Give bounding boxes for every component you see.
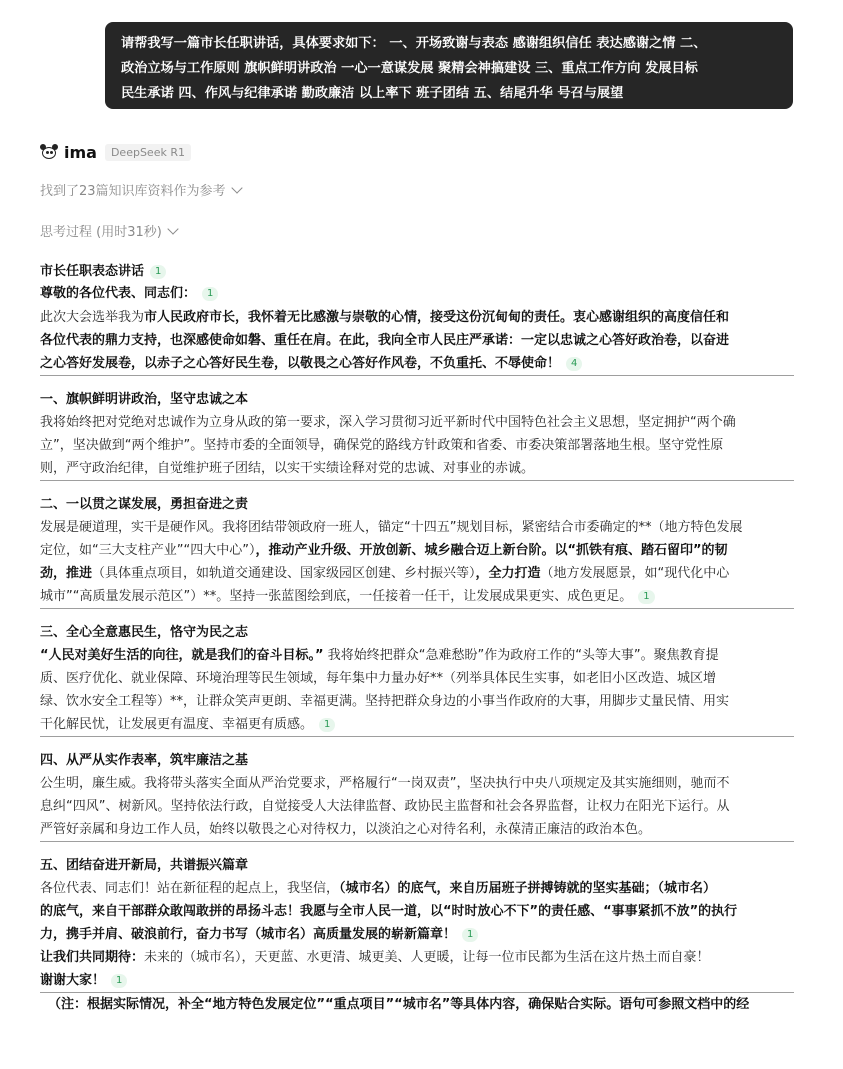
assistant-name: ima xyxy=(64,142,97,162)
answer-body xyxy=(40,260,794,1016)
section-title: 二、一以贯之谋发展，勇担奋进之责 xyxy=(40,497,249,512)
paragraph-line: 城市”“高质量发展示范区”）**。坚持一张蓝图绘到底，一任接着一任干，让发展成果更实、成色更足。 1 xyxy=(40,585,794,608)
section-title: 三、全心全意惠民生，恪守为民之志 xyxy=(40,625,249,640)
prompt-line: 政治立场与工作原则 旗帜鲜明讲政治 一心一意谋发展 聚精会神搞建设 三、重点工作方向 发展目标 xyxy=(121,61,698,76)
citation-badge[interactable]: 1 xyxy=(638,590,654,604)
note-line: （注：根据实际情况，补全“地方特色发展定位”“重点项目”“城市名”等具体内容，确保贴合实际。语句可参照文档中的经 xyxy=(48,997,750,1012)
paragraph-line: 则，严守政治纪律，自觉维护班子团结，以实干实绩诠释对党的忠诚、对事业的赤诚。 xyxy=(40,461,535,476)
references-label: 找到了23篇知识库资料作为参考 xyxy=(40,184,226,199)
paragraph-line: 息纠“四风”、树新风。坚持依法行政，自觉接受人大法律监督、政协民主监督和社会各界监督，让权力在阳光下运行。从 xyxy=(40,799,730,814)
paragraph-line: 劲，推进（具体重点项目，如轨道交通建设、国家级园区创建、乡村振兴等），全力打造（地方发展愿景，如“现代化中心 xyxy=(40,566,730,581)
assistant-header xyxy=(40,141,191,163)
section-title: 四、从严从实作表率，筑牢廉洁之基 xyxy=(40,753,249,768)
citation-badge[interactable]: 1 xyxy=(111,974,127,988)
citation-badge[interactable]: 4 xyxy=(566,357,582,371)
section-title: 五、团结奋进开新局，共谱振兴篇章 xyxy=(40,858,249,873)
paragraph-line: 此次大会选举我为市人民政府市长，我怀着无比感激与崇敬的心情，接受这份沉甸甸的责任。衷心感谢组织的高度信任和 xyxy=(40,310,730,325)
model-badge: DeepSeek R1 xyxy=(105,144,191,161)
prompt-line: 请帮我写一篇市长任职讲话，具体要求如下： 一、开场致谢与表态 感谢组织信任 表达感谢之情 二、 xyxy=(121,36,707,51)
references-toggle[interactable] xyxy=(40,180,241,199)
paragraph-line: 绿、饮水安全工程等）**，让群众笑声更朗、幸福更满。坚持把群众身边的小事当作政府的大事，用脚步丈量民情、用实 xyxy=(40,694,730,709)
prompt-line: 民生承诺 四、作风与纪律承诺 勤政廉洁 以上率下 班子团结 五、结尾升华 号召与展望 xyxy=(121,86,624,101)
citation-badge[interactable]: 1 xyxy=(150,265,166,279)
panda-icon xyxy=(40,144,58,160)
paragraph-line: 发展是硬道理，实干是硬作风。我将团结带领政府一班人，锚定“十四五”规划目标，紧密结合市委确定的**（地方特色发展 xyxy=(40,520,743,535)
paragraph-line: 之心答好发展卷，以赤子之心答好民生卷，以敬畏之心答好作风卷，不负重托、不辱使命！ 4 xyxy=(40,352,794,375)
citation-badge[interactable]: 1 xyxy=(319,718,335,732)
paragraph-line: 定位，如“三大支柱产业”“四大中心”），推动产业升级、开放创新、城乡融合迈上新台阶。以“抓铁有痕、踏石留印”的韧 xyxy=(40,543,728,558)
greeting: 尊敬的各位代表、同志们： xyxy=(40,286,197,301)
paragraph-line: 各位代表、同志们！站在新征程的起点上，我坚信，（城市名）的底气，来自历届班子拼搏铸就的坚实基础；（城市名） xyxy=(40,881,717,896)
section-title: 一、旗帜鲜明讲政治，坚守忠诚之本 xyxy=(40,392,249,407)
paragraph-line: 的底气，来自干部群众敢闯敢拼的昂扬斗志！我愿与全市人民一道，以“时时放心不下”的责任感、“事事紧抓不放”的执行 xyxy=(40,904,738,919)
paragraph-line: 质、医疗优化、就业保障、环境治理等民生领域，每年集中力量办好**（列举具体民生实事，如老旧小区改造、城区增 xyxy=(40,671,717,686)
paragraph-line: “人民对美好生活的向往，就是我们的奋斗目标。” 我将始终把群众“急难愁盼”作为政府工作的“头等大事”。聚焦教育提 xyxy=(40,648,719,663)
citation-badge[interactable]: 1 xyxy=(202,287,218,301)
paragraph-line: 各位代表的鼎力支持，也深感使命如磐、重任在肩。在此，我向全市人民庄严承诺：一定以忠诚之心答好政治卷，以奋进 xyxy=(40,333,730,348)
user-prompt-bubble xyxy=(105,22,793,109)
answer-title: 市长任职表态讲话 xyxy=(40,264,145,279)
paragraph-line: 干化解民忧，让发展更有温度、幸福更有质感。 1 xyxy=(40,713,794,736)
chevron-down-icon xyxy=(231,182,242,193)
chevron-down-icon xyxy=(167,223,178,234)
thinking-toggle[interactable] xyxy=(40,221,177,240)
paragraph-line: 力，携手并肩、破浪前行，奋力书写（城市名）高质量发展的崭新篇章！ 1 xyxy=(40,923,794,946)
paragraph-line: 让我们共同期待：未来的（城市名），天更蓝、水更清、城更美、人更暖，让每一位市民都为生活在这片热土而自豪！ xyxy=(40,950,710,965)
citation-badge[interactable]: 1 xyxy=(462,928,478,942)
paragraph-line: 严管好亲属和身边工作人员，始终以敬畏之心对待权力，以淡泊之心对待名利，永葆清正廉洁的政治本色。 xyxy=(40,822,652,837)
paragraph-line: 立”，坚决做到“两个维护”。坚持市委的全面领导，确保党的路线方针政策和省委、市委决策部署落地生根。坚守党性原 xyxy=(40,438,724,453)
paragraph-line: 公生明，廉生威。我将带头落实全面从严治党要求，严格履行“一岗双责”，坚决执行中央八项规定及其实施细则，驰而不 xyxy=(40,776,730,791)
paragraph-line: 我将始终把对党绝对忠诚作为立身从政的第一要求，深入学习贯彻习近平新时代中国特色社会主义思想，坚定拥护“两个确 xyxy=(40,415,736,430)
paragraph-line: 谢谢大家！ 1 xyxy=(40,969,794,992)
thinking-label: 思考过程 (用时31秒) xyxy=(40,225,162,240)
